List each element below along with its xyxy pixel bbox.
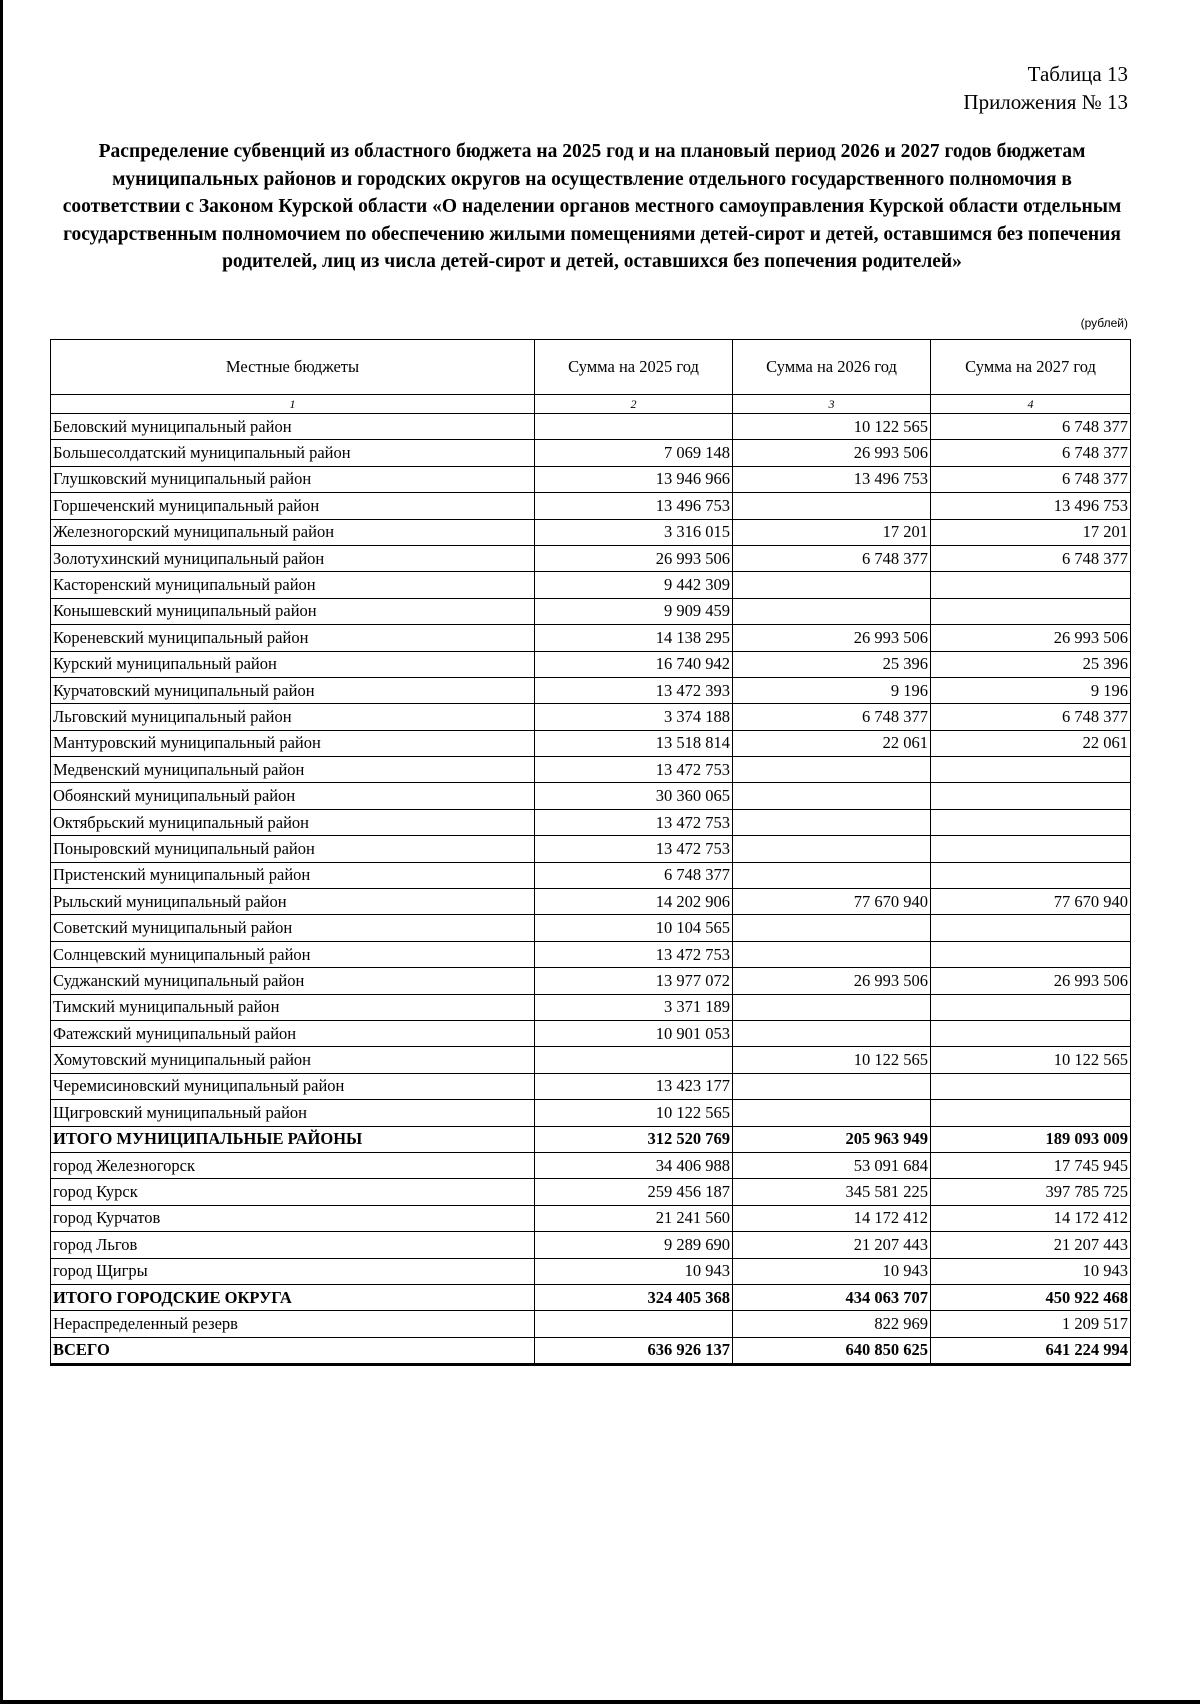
- row-name: ИТОГО ГОРОДСКИЕ ОКРУГА: [51, 1284, 535, 1310]
- row-sum-2025: 30 360 065: [535, 783, 733, 809]
- row-sum-2025: 13 472 753: [535, 941, 733, 967]
- row-sum-2025: 13 496 753: [535, 493, 733, 519]
- row-sum-2027: 6 748 377: [931, 704, 1131, 730]
- row-sum-2025: 3 316 015: [535, 519, 733, 545]
- row-sum-2025: 259 456 187: [535, 1179, 733, 1205]
- row-sum-2025: 14 202 906: [535, 889, 733, 915]
- row-name: Октябрьский муниципальный район: [51, 809, 535, 835]
- row-sum-2025: 13 946 966: [535, 466, 733, 492]
- table-row: [51, 757, 1131, 783]
- row-sum-2025: 312 520 769: [535, 1126, 733, 1152]
- row-sum-2027: 6 748 377: [931, 545, 1131, 571]
- table-row: [51, 598, 1131, 624]
- row-sum-2026: 53 091 684: [733, 1152, 931, 1178]
- row-name: Суджанский муниципальный район: [51, 968, 535, 994]
- row-sum-2027: 25 396: [931, 651, 1131, 677]
- row-name: город Курск: [51, 1179, 535, 1205]
- table-row: [51, 545, 1131, 571]
- row-name: ВСЕГО: [51, 1337, 535, 1364]
- row-name: Глушковский муниципальный район: [51, 466, 535, 492]
- row-sum-2026: 6 748 377: [733, 545, 931, 571]
- row-sum-2027: 13 496 753: [931, 493, 1131, 519]
- row-sum-2027: [931, 572, 1131, 598]
- row-name: Нераспределенный резерв: [51, 1311, 535, 1337]
- scan-edge-left: [0, 0, 3, 1704]
- document-header: [963, 60, 1128, 116]
- row-name: Черемисиновский муниципальный район: [51, 1073, 535, 1099]
- row-sum-2027: 17 201: [931, 519, 1131, 545]
- table-row: [51, 809, 1131, 835]
- table-row: [51, 783, 1131, 809]
- row-sum-2026: 6 748 377: [733, 704, 931, 730]
- table-row: [51, 493, 1131, 519]
- row-name: Горшеченский муниципальный район: [51, 493, 535, 519]
- table-row: [51, 994, 1131, 1020]
- table-row: [51, 915, 1131, 941]
- row-name: город Льгов: [51, 1232, 535, 1258]
- row-sum-2026: 26 993 506: [733, 625, 931, 651]
- row-sum-2027: [931, 994, 1131, 1020]
- row-sum-2025: 13 518 814: [535, 730, 733, 756]
- row-sum-2027: [931, 809, 1131, 835]
- row-name: Льговский муниципальный район: [51, 704, 535, 730]
- row-sum-2026: [733, 862, 931, 888]
- row-name: Рыльский муниципальный район: [51, 889, 535, 915]
- row-sum-2025: 636 926 137: [535, 1337, 733, 1364]
- row-sum-2026: 25 396: [733, 651, 931, 677]
- table-row: [51, 1047, 1131, 1073]
- row-name: Курский муниципальный район: [51, 651, 535, 677]
- row-sum-2026: [733, 994, 931, 1020]
- row-sum-2027: 9 196: [931, 677, 1131, 703]
- row-sum-2026: [733, 941, 931, 967]
- units-label: (рублей): [1080, 316, 1128, 330]
- row-name: Большесолдатский муниципальный район: [51, 440, 535, 466]
- row-name: Пристенский муниципальный район: [51, 862, 535, 888]
- row-sum-2027: 6 748 377: [931, 466, 1131, 492]
- row-sum-2027: 10 122 565: [931, 1047, 1131, 1073]
- row-name: Кореневский муниципальный район: [51, 625, 535, 651]
- row-sum-2026: 22 061: [733, 730, 931, 756]
- row-name: Касторенский муниципальный район: [51, 572, 535, 598]
- row-sum-2025: 16 740 942: [535, 651, 733, 677]
- row-sum-2027: [931, 1020, 1131, 1046]
- row-sum-2025: 9 289 690: [535, 1232, 733, 1258]
- row-sum-2026: 345 581 225: [733, 1179, 931, 1205]
- table-header-row: [51, 340, 1131, 395]
- row-sum-2027: [931, 598, 1131, 624]
- row-sum-2027: 450 922 468: [931, 1284, 1131, 1310]
- row-sum-2025: 3 371 189: [535, 994, 733, 1020]
- header-sum-2026: Сумма на 2026 год: [733, 340, 931, 395]
- row-sum-2026: [733, 1020, 931, 1046]
- row-sum-2025: 13 472 753: [535, 836, 733, 862]
- row-sum-2027: [931, 915, 1131, 941]
- table-row: [51, 677, 1131, 703]
- row-sum-2026: 26 993 506: [733, 440, 931, 466]
- row-sum-2026: 21 207 443: [733, 1232, 931, 1258]
- row-sum-2027: [931, 941, 1131, 967]
- table-row: [51, 1152, 1131, 1178]
- row-name: Поныровский муниципальный район: [51, 836, 535, 862]
- table-row: [51, 862, 1131, 888]
- table-row: [51, 1020, 1131, 1046]
- table-total-row: [51, 1337, 1131, 1364]
- row-sum-2027: 189 093 009: [931, 1126, 1131, 1152]
- row-sum-2026: 14 172 412: [733, 1205, 931, 1231]
- table-row: [51, 836, 1131, 862]
- table-row: [51, 1205, 1131, 1231]
- table-row: [51, 1179, 1131, 1205]
- row-name: Курчатовский муниципальный район: [51, 677, 535, 703]
- column-number: 4: [931, 395, 1131, 414]
- table-row: [51, 1100, 1131, 1126]
- row-sum-2026: [733, 783, 931, 809]
- table-row: [51, 1258, 1131, 1284]
- row-sum-2027: 26 993 506: [931, 968, 1131, 994]
- row-name: Конышевский муниципальный район: [51, 598, 535, 624]
- row-name: город Щигры: [51, 1258, 535, 1284]
- row-sum-2026: 77 670 940: [733, 889, 931, 915]
- row-sum-2025: 10 901 053: [535, 1020, 733, 1046]
- table-label: Таблица 13: [1027, 62, 1128, 86]
- row-sum-2026: 9 196: [733, 677, 931, 703]
- row-sum-2025: 10 943: [535, 1258, 733, 1284]
- row-sum-2026: 205 963 949: [733, 1126, 931, 1152]
- header-sum-2025: Сумма на 2025 год: [535, 340, 733, 395]
- row-sum-2027: [931, 836, 1131, 862]
- row-sum-2026: 13 496 753: [733, 466, 931, 492]
- column-number: 3: [733, 395, 931, 414]
- row-sum-2027: 10 943: [931, 1258, 1131, 1284]
- row-sum-2026: [733, 915, 931, 941]
- table-row: [51, 519, 1131, 545]
- row-sum-2027: [931, 783, 1131, 809]
- row-sum-2026: 10 943: [733, 1258, 931, 1284]
- table-row: [51, 572, 1131, 598]
- row-sum-2027: 14 172 412: [931, 1205, 1131, 1231]
- row-sum-2025: 10 104 565: [535, 915, 733, 941]
- table-row: [51, 1073, 1131, 1099]
- row-sum-2026: [733, 572, 931, 598]
- row-sum-2026: 10 122 565: [733, 1047, 931, 1073]
- row-name: Мантуровский муниципальный район: [51, 730, 535, 756]
- document-title: Распределение субвенций из областного бюджета на 2025 год и на плановый период 2026 и 2027 годов бюджетам муниципальных районов и городских округов на осуществление отдельного государственного полномочия в соответствии с Законом Курской области «О наделении органов местного самоуправления Курской области отдельным государственным полномочием по обеспечению жилыми помещениями детей-сирот и детей, оставшимся без попечения родителей, лиц из числа детей-сирот и детей, оставшихся без попечения родителей»: [62, 141, 1122, 272]
- row-name: Золотухинский муниципальный район: [51, 545, 535, 571]
- row-sum-2025: 14 138 295: [535, 625, 733, 651]
- table-row: [51, 889, 1131, 915]
- row-name: Тимский муниципальный район: [51, 994, 535, 1020]
- row-sum-2027: [931, 757, 1131, 783]
- header-sum-2027: Сумма на 2027 год: [931, 340, 1131, 395]
- row-sum-2025: 26 993 506: [535, 545, 733, 571]
- row-sum-2025: 6 748 377: [535, 862, 733, 888]
- table-total-row: [51, 1126, 1131, 1152]
- table-row: [51, 440, 1131, 466]
- row-sum-2027: 21 207 443: [931, 1232, 1131, 1258]
- row-sum-2027: 397 785 725: [931, 1179, 1131, 1205]
- row-sum-2025: 21 241 560: [535, 1205, 733, 1231]
- row-name: Беловский муниципальный район: [51, 414, 535, 440]
- row-name: Щигровский муниципальный район: [51, 1100, 535, 1126]
- row-sum-2025: [535, 1047, 733, 1073]
- scan-edge-bottom: [0, 1700, 1200, 1704]
- table-row: [51, 1232, 1131, 1258]
- row-sum-2027: 1 209 517: [931, 1311, 1131, 1337]
- row-sum-2027: [931, 862, 1131, 888]
- row-sum-2026: [733, 1073, 931, 1099]
- table-row: [51, 968, 1131, 994]
- table-row: [51, 466, 1131, 492]
- row-sum-2026: [733, 598, 931, 624]
- row-sum-2025: 3 374 188: [535, 704, 733, 730]
- row-sum-2025: 10 122 565: [535, 1100, 733, 1126]
- row-name: Фатежский муниципальный район: [51, 1020, 535, 1046]
- table-row: [51, 625, 1131, 651]
- row-sum-2026: 17 201: [733, 519, 931, 545]
- column-number: 1: [51, 395, 535, 414]
- row-sum-2026: 26 993 506: [733, 968, 931, 994]
- row-sum-2026: 822 969: [733, 1311, 931, 1337]
- table-total-row: [51, 1284, 1131, 1310]
- table-row: [51, 941, 1131, 967]
- row-sum-2026: [733, 757, 931, 783]
- row-sum-2027: [931, 1100, 1131, 1126]
- header-local-budgets: Местные бюджеты: [51, 340, 535, 395]
- row-sum-2027: 6 748 377: [931, 440, 1131, 466]
- table-row: [51, 1311, 1131, 1337]
- row-sum-2025: 13 472 753: [535, 757, 733, 783]
- row-name: Железногорский муниципальный район: [51, 519, 535, 545]
- column-number-row: [51, 395, 1131, 414]
- row-sum-2025: [535, 1311, 733, 1337]
- row-sum-2025: 9 909 459: [535, 598, 733, 624]
- row-name: город Курчатов: [51, 1205, 535, 1231]
- row-sum-2025: 13 472 753: [535, 809, 733, 835]
- row-sum-2026: 434 063 707: [733, 1284, 931, 1310]
- row-sum-2027: 77 670 940: [931, 889, 1131, 915]
- table-body: [51, 414, 1131, 1365]
- row-name: ИТОГО МУНИЦИПАЛЬНЫЕ РАЙОНЫ: [51, 1126, 535, 1152]
- table-row: [51, 414, 1131, 440]
- row-sum-2027: 641 224 994: [931, 1337, 1131, 1364]
- appendix-label: Приложения № 13: [963, 90, 1128, 114]
- row-sum-2027: [931, 1073, 1131, 1099]
- row-sum-2025: [535, 414, 733, 440]
- row-sum-2026: [733, 1100, 931, 1126]
- row-name: Хомутовский муниципальный район: [51, 1047, 535, 1073]
- row-sum-2027: 17 745 945: [931, 1152, 1131, 1178]
- table-row: [51, 704, 1131, 730]
- column-number: 2: [535, 395, 733, 414]
- row-name: город Железногорск: [51, 1152, 535, 1178]
- row-sum-2027: 6 748 377: [931, 414, 1131, 440]
- subvention-table: [50, 339, 1131, 1366]
- row-name: Обоянский муниципальный район: [51, 783, 535, 809]
- row-sum-2026: [733, 493, 931, 519]
- row-sum-2025: 7 069 148: [535, 440, 733, 466]
- row-sum-2026: [733, 836, 931, 862]
- row-sum-2025: 34 406 988: [535, 1152, 733, 1178]
- row-sum-2025: 13 977 072: [535, 968, 733, 994]
- row-sum-2025: 9 442 309: [535, 572, 733, 598]
- row-name: Медвенский муниципальный район: [51, 757, 535, 783]
- row-name: Советский муниципальный район: [51, 915, 535, 941]
- row-sum-2026: [733, 809, 931, 835]
- row-sum-2027: 26 993 506: [931, 625, 1131, 651]
- row-sum-2025: 324 405 368: [535, 1284, 733, 1310]
- row-sum-2025: 13 472 393: [535, 677, 733, 703]
- row-name: Солнцевский муниципальный район: [51, 941, 535, 967]
- row-sum-2026: 640 850 625: [733, 1337, 931, 1364]
- row-sum-2026: 10 122 565: [733, 414, 931, 440]
- table-row: [51, 651, 1131, 677]
- row-sum-2027: 22 061: [931, 730, 1131, 756]
- table-row: [51, 730, 1131, 756]
- row-sum-2025: 13 423 177: [535, 1073, 733, 1099]
